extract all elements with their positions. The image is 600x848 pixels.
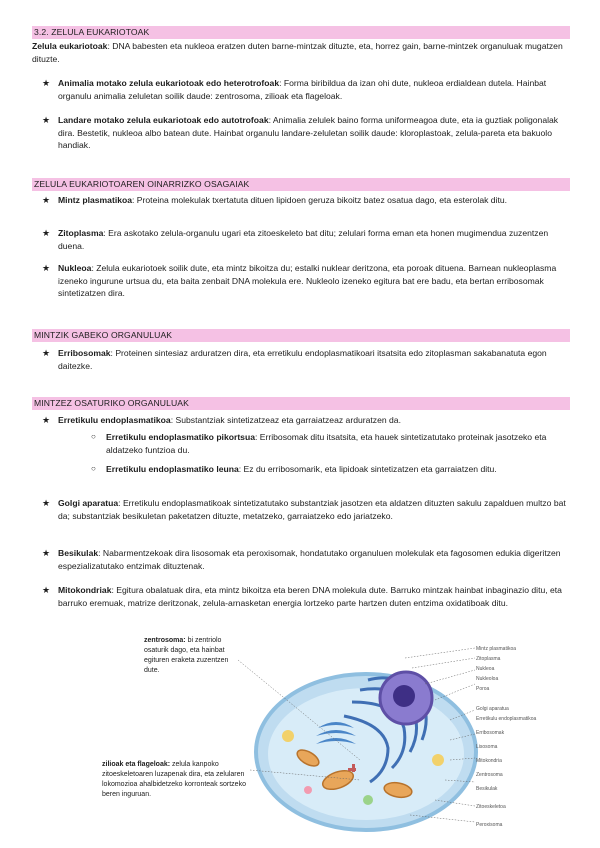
bullet-landare bbox=[41, 114, 568, 152]
section-title-osagaiak: ZELULA EUKARIOTOAREN OINARRIZKO OSAGAIAK bbox=[32, 178, 570, 191]
bullet-term: Nukleoa bbox=[58, 263, 92, 273]
star-icon: ★ bbox=[41, 115, 51, 125]
star-icon: ★ bbox=[41, 195, 51, 205]
section-title-mintzez-osaturiko: MINTZEZ OSATURIKO ORGANULUAK bbox=[32, 397, 570, 410]
star-icon: ★ bbox=[41, 263, 51, 273]
sub-bullet-pikortsua bbox=[91, 431, 566, 456]
section-title-mintzik-gabeko: MINTZIK GABEKO ORGANULUAK bbox=[32, 329, 570, 342]
diagram-leader-lines bbox=[150, 640, 480, 840]
diagram-label: Besikulak bbox=[476, 786, 498, 792]
bullet-besikulak bbox=[41, 547, 568, 572]
star-icon: ★ bbox=[41, 548, 51, 558]
bullet-animalia bbox=[41, 77, 568, 102]
diagram-label: Erribosomak bbox=[476, 730, 505, 736]
star-icon: ★ bbox=[41, 78, 51, 88]
bullet-text: : Proteinen sintesiaz arduratzen dira, eta erretikulu endoplasmatikoari itsatsita edo zitoplasman sakabanatuta egon daitezke. bbox=[58, 348, 547, 371]
bullet-nukleoa bbox=[41, 262, 568, 300]
diagram-label: Erretikulu endoplasmatikoa bbox=[476, 716, 537, 722]
sub-bullet-leuna bbox=[91, 463, 566, 476]
bullet-zitoplasma bbox=[41, 227, 568, 252]
bullet-term: Mintz plasmatikoa bbox=[58, 195, 133, 205]
bullet-mitokondriak bbox=[41, 584, 568, 609]
sub-term: Erretikulu endoplasmatiko pikortsua bbox=[106, 432, 255, 442]
diagram-label: Lisosoma bbox=[476, 744, 498, 750]
intro-paragraph bbox=[32, 40, 568, 65]
star-icon: ★ bbox=[41, 415, 51, 425]
bullet-term: Erretikulu endoplasmatikoa bbox=[58, 415, 171, 425]
circle-bullet-icon: ○ bbox=[91, 432, 96, 441]
diagram-label: Mitokondria bbox=[476, 758, 502, 764]
caption-text: zelula kanpoko zitoeskeletoaren luzapenak dira, eta zelularen lokomozioa ahalbidetzeko korronteak sortzeko beren inguruan. bbox=[102, 761, 246, 798]
bullet-term: Erribosomak bbox=[58, 348, 111, 358]
bullet-text: : Forma biribildua da izan ohi dute, nukleoa erdialdean dutela. Hainbat organulu animalia zeluletan soilik daude: zentrosoma, zilioak eta flageloak. bbox=[58, 78, 547, 101]
sub-text: : Ez du erribosomarik, eta lipidoak sintetizatzen eta garraiatzen ditu. bbox=[238, 464, 497, 474]
sub-term: Erretikulu endoplasmatiko leuna bbox=[106, 464, 239, 474]
diagram-label: Nukleoa bbox=[476, 666, 495, 672]
star-icon: ★ bbox=[41, 498, 51, 508]
bullet-text: : Erretikulu endoplasmatikoak sintetizatutako substantziak jasotzen eta aldatzen dituzten sakulu zapalduen multzo bat da; substantziak besikuletan paketatzen dituzte, metatzeko, garraiatzeko edo jariatzeko. bbox=[58, 498, 566, 521]
star-icon: ★ bbox=[41, 348, 51, 358]
bullet-text: : Animalia zelulek baino forma uniformeagoa dute, eta ia guztiak poligonalak dira. Bestetik, nukleoa albo batean dute. Hainbat organulu landare-zeluletan soilik daude: kloroplastoak, zelula-pareta eta bakuolo handiak. bbox=[58, 115, 559, 151]
bullet-text: : Era askotako zelula-organulu ugari eta zitoeskeleto bat ditu; zelulari forma eman eta honen mugimendua zuzentzen duena. bbox=[58, 228, 549, 251]
bullet-term: Mitokondriak bbox=[58, 585, 112, 595]
diagram-label: Zitoplasma bbox=[476, 656, 501, 662]
bullet-term: Golgi aparatua bbox=[58, 498, 119, 508]
caption-term: zentrosoma: bbox=[144, 637, 186, 644]
diagram-label: Mintz plasmatikoa bbox=[476, 646, 517, 652]
bullet-mintz bbox=[41, 194, 568, 207]
sub-text: : Erribosomak ditu itsatsita, eta hauek sintetizatutako proteinak jasotzeko eta aldatzeko funtzioa du. bbox=[106, 432, 547, 455]
bullet-term: Landare motako zelula eukariotoak edo autotrofoak bbox=[58, 115, 269, 125]
bullet-text: : Proteina molekulak txertatuta dituen lipidoen geruza bikoitz batez osatua dago, eta esterolak ditu. bbox=[132, 195, 508, 205]
bullet-term: Animalia motako zelula eukariotoak edo heterotrofoak bbox=[58, 78, 280, 88]
bullet-text: : Nabarmentzekoak dira lisosomak eta peroxisomak, hondatutako organuluen molekulak eta fagosomen edukia digeritzen espezializatutako entzimak dituztenak. bbox=[58, 548, 561, 571]
intro-text: : DNA babesten eta nukleoa eratzen duten barne-mintzak dituzte, eta, horrez gain, barne-mintzek organuluak mugatzen dituzte. bbox=[32, 41, 563, 64]
diagram-label: Peroxisoma bbox=[476, 822, 503, 828]
circle-bullet-icon: ○ bbox=[91, 464, 96, 473]
bullet-erribosomak bbox=[41, 347, 568, 372]
diagram-label: Zitoeskeletoa bbox=[476, 804, 506, 810]
star-icon: ★ bbox=[41, 585, 51, 595]
diagram-label: Nukleoloa bbox=[476, 676, 499, 682]
intro-term: Zelula eukariotoak bbox=[32, 41, 108, 51]
diagram-label: Poroa bbox=[476, 686, 490, 692]
bullet-text: : Substantziak sintetizatzeaz eta garraiatzeaz arduratzen da. bbox=[170, 415, 401, 425]
bullet-erretikulu bbox=[41, 414, 568, 427]
bullet-text: : Zelula eukariotoek soilik dute, eta mintz bikoitza du; estalki nuklear deritzona, eta poroak dituena. Barnean nukleoplasma izeneko ingurune urtsua du, eta baita zenbait DNA molekula ere. Nukleolo izeneko egitura bat ere badu, eta bertan erribosomak sintetizatzen dira. bbox=[58, 263, 557, 299]
diagram-label: Golgi aparatua bbox=[476, 706, 509, 712]
section-title-eukariotoak: 3.2. ZELULA EUKARIOTOAK bbox=[32, 26, 570, 39]
diagram-label: Zentrosoma bbox=[476, 772, 503, 778]
caption-text: bi zentriolo osaturik dago, eta hainbat egituren eraketa zuzentzen dute. bbox=[144, 637, 229, 674]
bullet-term: Besikulak bbox=[58, 548, 99, 558]
bullet-text: : Egitura obalatuak dira, eta mintz bikoitza eta beren DNA molekula dute. Barruko mintzak hainbat inbaginazio ditu, eta barruko eremuak, matrize deritzonak, zelula-arnasketan energia lortzeko parte hartzen duten entzima oxidatiboak ditu. bbox=[58, 585, 562, 608]
caption-term: zilioak eta flageloak: bbox=[102, 761, 171, 768]
bullet-golgi bbox=[41, 497, 568, 522]
star-icon: ★ bbox=[41, 228, 51, 238]
bullet-term: Zitoplasma bbox=[58, 228, 104, 238]
